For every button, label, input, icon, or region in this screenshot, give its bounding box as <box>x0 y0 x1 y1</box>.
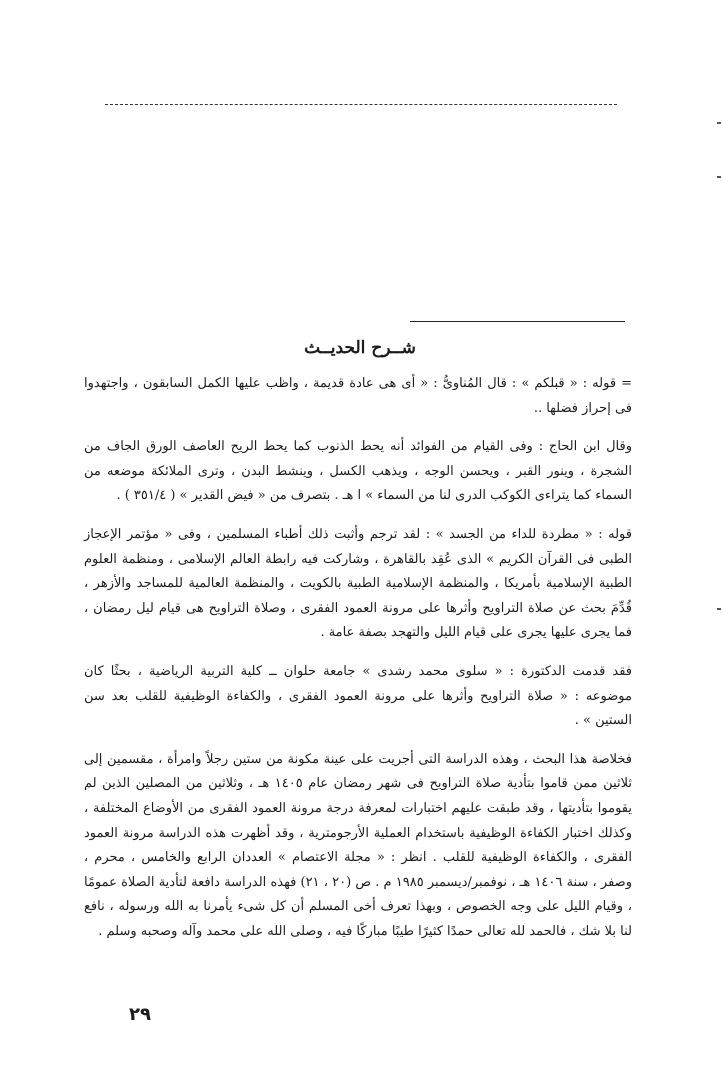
scan-edge-mark <box>717 122 721 124</box>
section-rule <box>410 321 625 322</box>
scan-edge-mark <box>717 608 721 610</box>
paragraph-study-summary: فخلاصة هذا البحث ، وهذه الدراسة التى أجريت على عينة مكونة من ستين رجلاً وامرأة ، مقسمين إلى ثلاثين ممن قاموا بتأدية صلاة التراويح فى شهر رمضان عام ١٤٠٥ هـ ، وثلاثين من المصلين الذين لم يقوموا بتأديتها ، وقد طبقت عليهم اختبارات لمعرفة درجة مرونة العمود الفقرى من الأوضاع المختلفة ، وكذلك اختبار الكفاءة الوظيفية باستخدام العملية الأرجومترية ، وقد أظهرت هذه الدراسة مرونة العمود الفقرى ، والكفاءة الوظيفية للقلب . انظر : « مجلة الاعتصام » العددان الرابع والخامس ، محرم ، وصفر ، سنة ١٤٠٦ هـ ، نوفمبر/ديسمبر ١٩٨٥ م . ص (٢٠ ، ٢١) فهذه الدراسة دافعة لتأدية الصلاة عمومًا ، وقيام الليل على وجه الخصوص ، وبهذا تعرف أخى المسلم أن كل شىء يأمرنا به الله ورسوله ، نافع لنا بلا شك ، فالحمد لله تعالى حمدًا كثيرًا طيبًا مباركًا فيه ، وصلى الله على محمد وآله وصحبه وسلم . <box>84 751 632 939</box>
page-number: ٢٩ <box>129 1004 151 1025</box>
top-dashed-divider <box>105 104 617 105</box>
scan-edge-mark <box>717 176 721 178</box>
body-text <box>84 372 632 944</box>
section-heading: شــرح الحديــث <box>304 338 416 358</box>
paragraph-researcher: فقد قدمت الدكتورة : « سلوى محمد رشدى » جامعة حلوان ــ كلية التربية الرياضية ، بحثًا كان موضوعه : « صلاة التراويح وأثرها على مرونة العمود الفقرى ، والكفاءة الوظيفية للقلب بعد سن الستين » . <box>84 663 632 729</box>
paragraph-ibn-al-hajj: وقال ابن الحاج : وفى القيام من الفوائد أنه يحط الذنوب كما يحط الريح العاصف الورق الجاف من الشجرة ، وينور القبر ، ويحسن الوجه ، ويذهب الكسل ، وينشط البدن ، وترى الملائكة موضعه من السماء كما يتراءى الكوكب الدرى لنا من السماء » ا هـ . بتصرف من « فيض القدير » ( ٣٥١/٤ ) . <box>84 439 632 504</box>
paragraph-commentary: = قوله : « قبلكم » : قال المُناوىُّ : « أى هى عادة قديمة ، واظب عليها الكمل السابقون ، واجتهدوا فى إحراز فضلها .. <box>84 376 632 416</box>
paragraph-medical-conference: قوله : « مطردة للداء من الجسد » : لقد ترجم وأثبت ذلك أطباء المسلمين ، وفى « مؤتمر الإعجاز الطبى فى القرآن الكريم » الذى عُقِد بالقاهرة ، وشاركت فيه رابطة العالم الإسلامى ، ومنظمة العلوم الطبية الإسلامية بأمريكا ، والمنظمة الإسلامية الطبية بالكويت ، والمنظمة العالمية للمساجد والأزهر ، قُدِّمَ بحث عن صلاة التراويح وأثرها على مرونة العمود الفقرى ، وصلاة التراويح هى قيام ليل رمضان ، فما يجرى عليها يجرى على قيام الليل والتهجد بصفة عامة . <box>84 526 632 641</box>
